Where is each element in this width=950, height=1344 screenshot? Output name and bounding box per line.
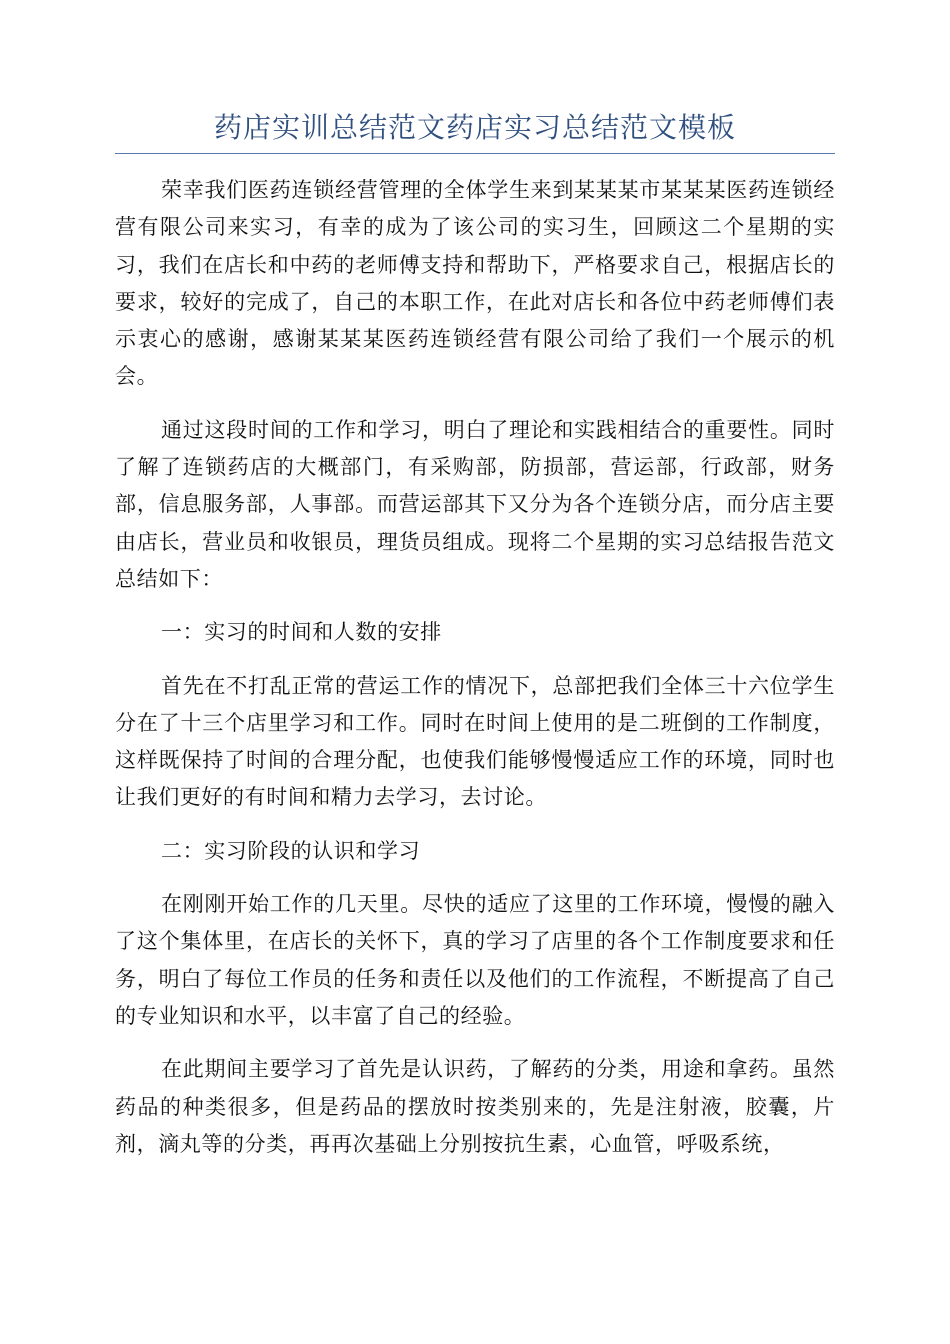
section-heading-1: 一：实习的时间和人数的安排	[161, 620, 442, 645]
title-underline	[115, 153, 835, 154]
paragraph-understanding: 通过这段时间的工作和学习，明白了理论和实践相结合的重要性。同时了解了连锁药店的大概部门，有采购部，防损部，营运部，行政部，财务部，信息服务部，人事部。而营运部其下又分为各个连锁分店，而分店主要由店长，营业员和收银员，理货员组成。现将二个星期的实习总结报告范文总结如下：	[115, 417, 835, 591]
paragraph-drug-learning: 在此期间主要学习了首先是认识药，了解药的分类，用途和拿药。虽然药品的种类很多，但是药品的摆放时按类别来的，先是注射液，胶囊，片剂，滴丸等的分类，再再次基础上分别按抗生素，心血管，呼吸系统，	[115, 1057, 835, 1156]
section-heading-2: 二：实习阶段的认识和学习	[161, 838, 421, 863]
paragraph-schedule: 首先在不打乱正常的营运工作的情况下，总部把我们全体三十六位学生分在了十三个店里学习和工作。同时在时间上使用的是二班倒的工作制度，这样既保持了时间的合理分配，也使我们能够慢慢适应工作的环境，同时也让我们更好的有时间和精力去学习，去讨论。	[115, 673, 835, 810]
document-body	[115, 172, 835, 1179]
document-title: 药店实训总结范文药店实习总结范文模板	[213, 111, 736, 144]
paragraph-intro: 荣幸我们医药连锁经营管理的全体学生来到某某某市某某某医药连锁经营有限公司来实习，有幸的成为了该公司的实习生，回顾这二个星期的实习，我们在店长和中药的老师傅支持和帮助下，严格要求自己，根据店长的要求，较好的完成了，自己的本职工作，在此对店长和各位中药老师傅们表示衷心的感谢，感谢某某某医药连锁经营有限公司给了我们一个展示的机会。	[115, 178, 835, 389]
paragraph-first-days: 在刚刚开始工作的几天里。尽快的适应了这里的工作环境，慢慢的融入了这个集体里，在店长的关怀下，真的学习了店里的各个工作制度要求和任务，明白了每位工作员的任务和责任以及他们的工作流程，不断提高了自己的专业知识和水平，以丰富了自己的经验。	[115, 892, 835, 1028]
